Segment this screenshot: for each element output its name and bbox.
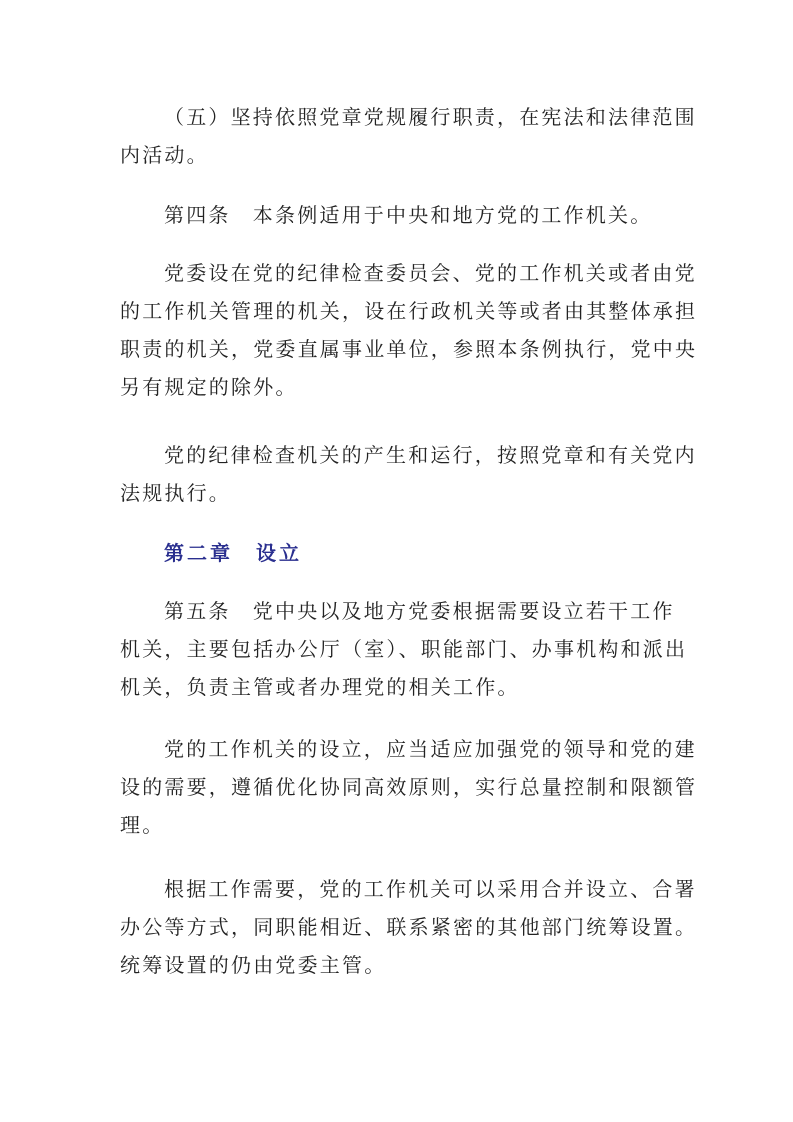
- paragraph-line: 机关，负责主管或者办理党的相关工作。: [120, 675, 520, 699]
- paragraph-5: [120, 592, 688, 706]
- paragraph-line: 另有规定的除外。: [120, 375, 298, 399]
- paragraph-line: 第五条 党中央以及地方党委根据需要设立若干工作: [164, 599, 675, 623]
- paragraph-line: 党的工作机关的设立，应当适应加强党的领导和党的建: [164, 737, 697, 761]
- paragraph-line: 党委设在党的纪律检查委员会、党的工作机关或者由党: [164, 261, 697, 285]
- paragraph-line: 第四条 本条例适用于中央和地方党的工作机关。: [164, 203, 653, 227]
- paragraph-7: [120, 870, 698, 984]
- paragraph-line: 职责的机关，党委直属事业单位，参照本条例执行，党中央: [120, 337, 698, 361]
- chapter-heading: [120, 534, 680, 572]
- paragraph-line: 内活动。: [120, 143, 209, 167]
- paragraph-6: [120, 730, 698, 844]
- paragraph-4: [120, 436, 697, 512]
- paragraph-line: 党的纪律检查机关的产生和运行，按照党章和有关党内: [164, 443, 697, 467]
- paragraph-1: [120, 98, 697, 174]
- paragraph-3: [120, 254, 698, 406]
- paragraph-line: （五）坚持依照党章党规履行职责，在宪法和法律范围: [164, 105, 697, 129]
- paragraph-line: 理。: [120, 813, 165, 837]
- paragraph-line: 统筹设置的仍由党委主管。: [120, 953, 387, 977]
- chapter-heading-text: 第二章 设立: [164, 541, 302, 565]
- paragraph-2: [120, 196, 680, 234]
- paragraph-line: 根据工作需要，党的工作机关可以采用合并设立、合署: [164, 877, 697, 901]
- paragraph-line: 的工作机关管理的机关，设在行政机关等或者由其整体承担: [120, 299, 698, 323]
- paragraph-line: 办公等方式，同职能相近、联系紧密的其他部门统筹设置。: [120, 915, 698, 939]
- paragraph-line: 法规执行。: [120, 481, 231, 505]
- paragraph-line: 设的需要，遵循优化协同高效原则，实行总量控制和限额管: [120, 775, 698, 799]
- paragraph-line: 机关，主要包括办公厅（室）、职能部门、办事机构和派出: [120, 637, 688, 661]
